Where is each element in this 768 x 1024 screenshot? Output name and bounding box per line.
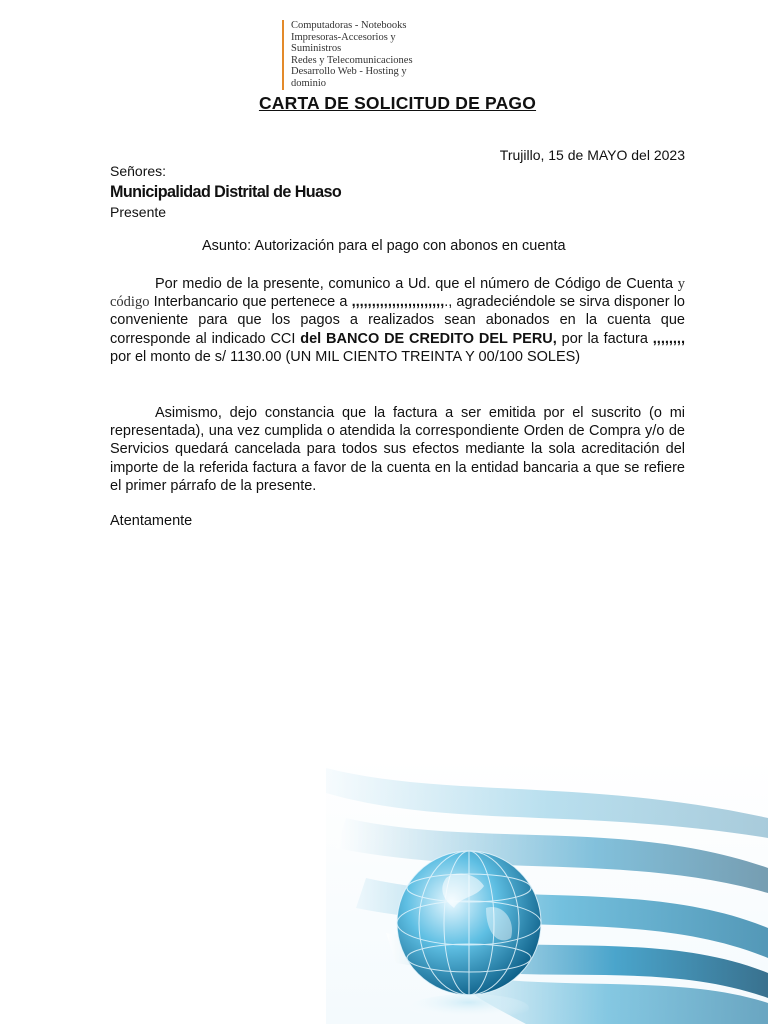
service-line: Computadoras - Notebooks — [291, 20, 407, 31]
service-line: Desarrollo Web - Hosting y — [291, 66, 407, 78]
salutation: Señores: — [110, 163, 167, 179]
paragraph-text: Por medio de la presente, comunico a Ud. que el número de Código de Cuenta — [155, 276, 678, 292]
paragraph-account-request — [110, 275, 685, 366]
invoice-number-blank: ,,,,,,,, — [652, 330, 685, 347]
date-line: Trujillo, 15 de MAYO del 2023 — [499, 147, 685, 163]
paragraph-text: por el monto de s/ 1130.00 (UN MIL CIENTO TREINTA Y 00/100 SOLES) — [110, 348, 581, 365]
paragraph-invoice-statement: Asimismo, dejo constancia que la factura a ser emitida por el suscrito (o mi representada), una vez cumplida o atendida la correspondiente Orden de Compra y/o de Servicios quedará cancelada para todos sus efectos mediante la sola acreditación del importe de la referida factura a favor de la cuenta en la entidad bancaria a que se refiere el primer párrafo de la presente. — [110, 405, 685, 494]
service-line: dominio — [291, 77, 327, 89]
presente-label: Presente — [110, 204, 167, 220]
paragraph-text: Interbancario que pertenece a — [149, 294, 352, 311]
subject-line: Asunto: Autorización para el pago con abonos en cuenta — [202, 238, 566, 254]
letter-title: CARTA DE SOLICITUD DE PAGO — [258, 93, 537, 113]
paragraph-text: ., agradeciéndole se sirva disponer lo conveniente para que los pagos a realizados sean abonados en la cuenta que corresponde al indicado CCI — [110, 294, 685, 347]
service-line: Suministros — [291, 43, 342, 55]
account-number-blank: ,,,,,,,,,,,,,,,,,,,,,,, — [351, 294, 445, 311]
globe-swirl-image — [326, 758, 768, 1024]
recipient-name: Municipalidad Distrital de Huaso — [110, 182, 342, 201]
paragraph-text-serif: y código — [110, 276, 685, 311]
company-services-header — [282, 20, 451, 90]
service-line: Impresoras-Accesorios y — [291, 31, 396, 43]
service-line: Redes y Telecomunicaciones — [291, 54, 413, 66]
bank-name: del BANCO DE CREDITO DEL PERU, — [300, 330, 557, 347]
closing-text: Atentamente — [110, 513, 193, 529]
paragraph-text: por la factura — [556, 330, 653, 347]
